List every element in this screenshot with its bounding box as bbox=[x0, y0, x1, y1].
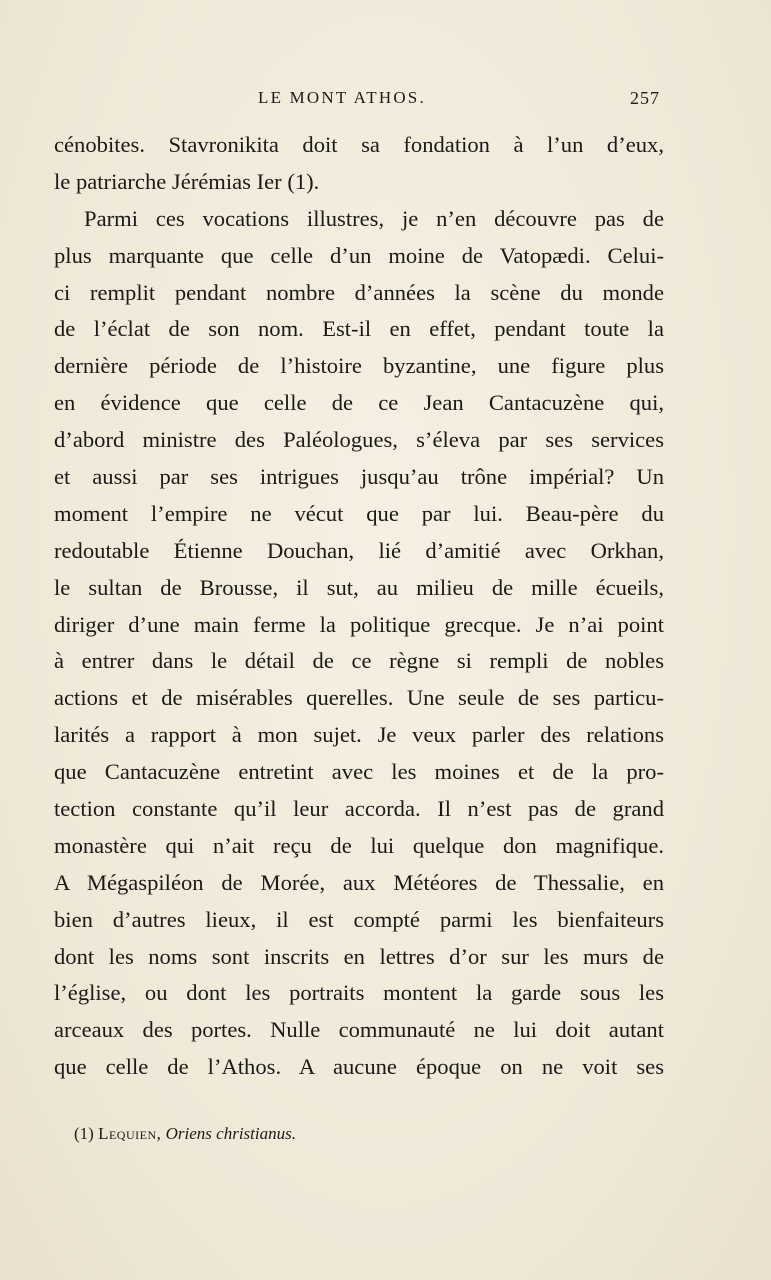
footnote-marker: (1) bbox=[74, 1124, 94, 1143]
text-line: moment l’empire ne vécut que par lui. Beau-père du bbox=[54, 500, 664, 526]
text-line: ci remplit pendant nombre d’années la scène du monde bbox=[54, 279, 664, 305]
text-line: le patriarche Jérémias Ier (1). bbox=[54, 168, 320, 194]
text-line: dernière période de l’histoire byzantine, une figure plus bbox=[54, 353, 664, 379]
footnote-work: Oriens christianus. bbox=[165, 1124, 296, 1143]
text-line: cénobites. Stavronikita doit sa fondation à l’un d’eux, bbox=[54, 132, 664, 157]
text-line: bien d’autres lieux, il est compté parmi les bienfaiteurs bbox=[54, 906, 664, 932]
text-line: à entrer dans le détail de ce règne si rempli de nobles bbox=[54, 648, 664, 674]
body-text bbox=[54, 127, 664, 1086]
text-line: tection constante qu’il leur accorda. Il n’est pas de grand bbox=[54, 796, 664, 822]
running-title: LE MONT ATHOS. bbox=[258, 88, 426, 107]
text-line: monastère qui n’ait reçu de lui quelque don magnifique. bbox=[54, 832, 664, 858]
text-line: que celle de l’Athos. A aucune époque on ne voit ses bbox=[54, 1054, 664, 1080]
text-line: de l’éclat de son nom. Est-il en effet, pendant toute la bbox=[54, 316, 664, 342]
text-line: et aussi par ses intrigues jusqu’au trône impérial? Un bbox=[54, 464, 664, 490]
page-number: 257 bbox=[630, 88, 660, 108]
text-line: actions et de misérables querelles. Une seule de ses particu- bbox=[54, 685, 664, 711]
text-line: arceaux des portes. Nulle communauté ne lui doit autant bbox=[54, 1017, 664, 1043]
text-line: plus marquante que celle d’un moine de Vatopædi. Celui- bbox=[54, 242, 664, 268]
text-line: Parmi ces vocations illustres, je n’en découvre pas de bbox=[84, 205, 664, 231]
text-line: diriger d’une main ferme la politique grecque. Je n’ai point bbox=[54, 611, 664, 637]
footnote bbox=[74, 1124, 296, 1144]
text-line: le sultan de Brousse, il sut, au milieu de mille écueils, bbox=[54, 574, 664, 600]
text-line: A Mégaspiléon de Morée, aux Météores de Thessalie, en bbox=[54, 869, 664, 895]
text-line: larités a rapport à mon sujet. Je veux parler des relations bbox=[54, 722, 664, 748]
text-line: que Cantacuzène entretint avec les moines et de la pro- bbox=[54, 759, 664, 785]
running-head bbox=[0, 86, 771, 116]
footnote-author: Lequien, bbox=[98, 1124, 162, 1143]
text-line: d’abord ministre des Paléologues, s’éleva par ses services bbox=[54, 427, 664, 453]
text-line: l’église, ou dont les portraits montent la garde sous les bbox=[54, 980, 664, 1006]
text-line: redoutable Étienne Douchan, lié d’amitié avec Orkhan, bbox=[54, 537, 664, 563]
text-line: dont les noms sont inscrits en lettres d’or sur les murs de bbox=[54, 943, 664, 969]
text-line: en évidence que celle de ce Jean Cantacuzène qui, bbox=[54, 390, 664, 416]
